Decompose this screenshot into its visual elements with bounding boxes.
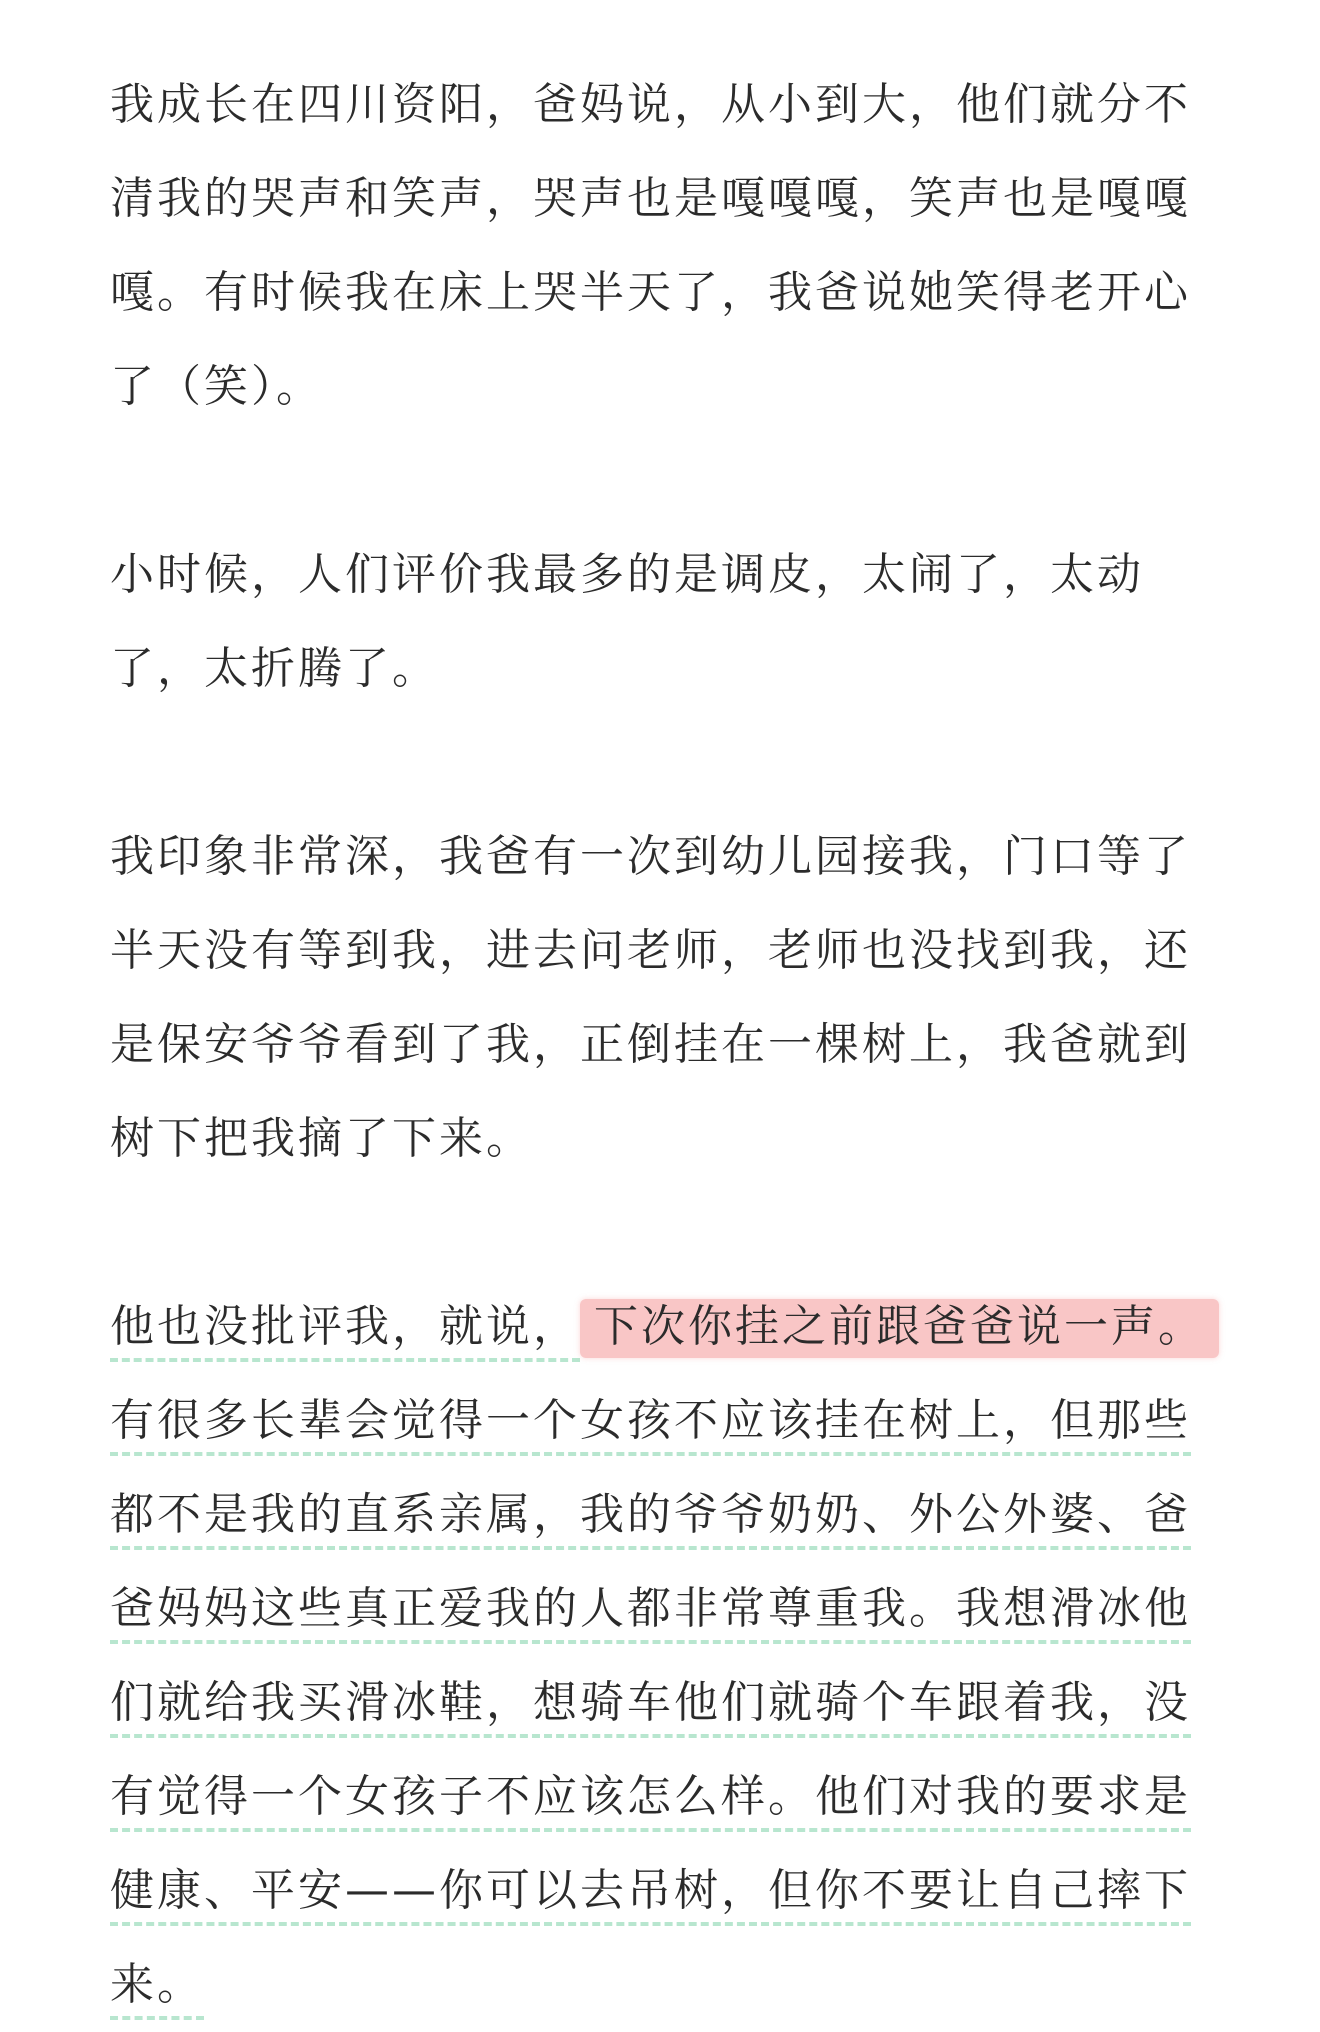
underlined-text: 都不是我的直系亲属，我的爷爷奶奶、外公外婆、爸: [110, 1489, 1191, 1550]
text-line: [110, 1938, 1222, 2032]
paragraph-gap: [110, 716, 1222, 810]
text-line: [110, 1750, 1222, 1844]
text-line: [110, 1468, 1222, 1562]
text-line: [110, 1374, 1222, 1468]
underlined-text: 健康、平安——你可以去吊树，但你不要让自己摔下: [110, 1865, 1191, 1926]
underlined-text: 爸妈妈这些真正爱我的人都非常尊重我。我想滑冰他: [110, 1583, 1191, 1644]
highlighted-quote: 下次你挂之前跟爸爸说一声。: [580, 1299, 1219, 1358]
paragraph-gap: [110, 434, 1222, 528]
paragraph-1: [110, 58, 1222, 434]
text-line: 我印象非常深，我爸有一次到幼儿园接我，门口等了: [110, 831, 1191, 882]
text-line: 树下把我摘了下来。: [110, 1113, 533, 1164]
paragraph-4: [110, 1280, 1222, 2032]
text-line: 了（笑）。: [110, 361, 323, 412]
underlined-text: 有很多长辈会觉得一个女孩不应该挂在树上，但那些: [110, 1395, 1191, 1456]
text-line: 嘎。有时候我在床上哭半天了，我爸说她笑得老开心: [110, 267, 1191, 318]
text-line: [110, 1656, 1222, 1750]
underlined-text: 们就给我买滑冰鞋，想骑车他们就骑个车跟着我，没: [110, 1677, 1191, 1738]
text-line: [110, 1280, 1222, 1374]
article-body: [110, 58, 1222, 2032]
text-line: 小时候，人们评价我最多的是调皮，太闹了，太动: [110, 549, 1144, 600]
paragraph-2: [110, 528, 1222, 716]
text-line: 了，太折腾了。: [110, 643, 439, 694]
paragraph-gap: [110, 1186, 1222, 1280]
text-line: 半天没有等到我，进去问老师，老师也没找到我，还: [110, 925, 1191, 976]
text-line: [110, 1844, 1222, 1938]
text-line: 我成长在四川资阳，爸妈说，从小到大，他们就分不: [110, 79, 1191, 130]
underlined-text: 来。: [110, 1959, 204, 2020]
paragraph-3: [110, 810, 1222, 1186]
text-line: [110, 1562, 1222, 1656]
text-line: 是保安爷爷看到了我，正倒挂在一棵树上，我爸就到: [110, 1019, 1191, 1070]
underlined-text: 他也没批评我，就说，: [110, 1301, 580, 1362]
text-line: 清我的哭声和笑声，哭声也是嘎嘎嘎，笑声也是嘎嘎: [110, 173, 1191, 224]
underlined-text: 有觉得一个女孩子不应该怎么样。他们对我的要求是: [110, 1771, 1191, 1832]
